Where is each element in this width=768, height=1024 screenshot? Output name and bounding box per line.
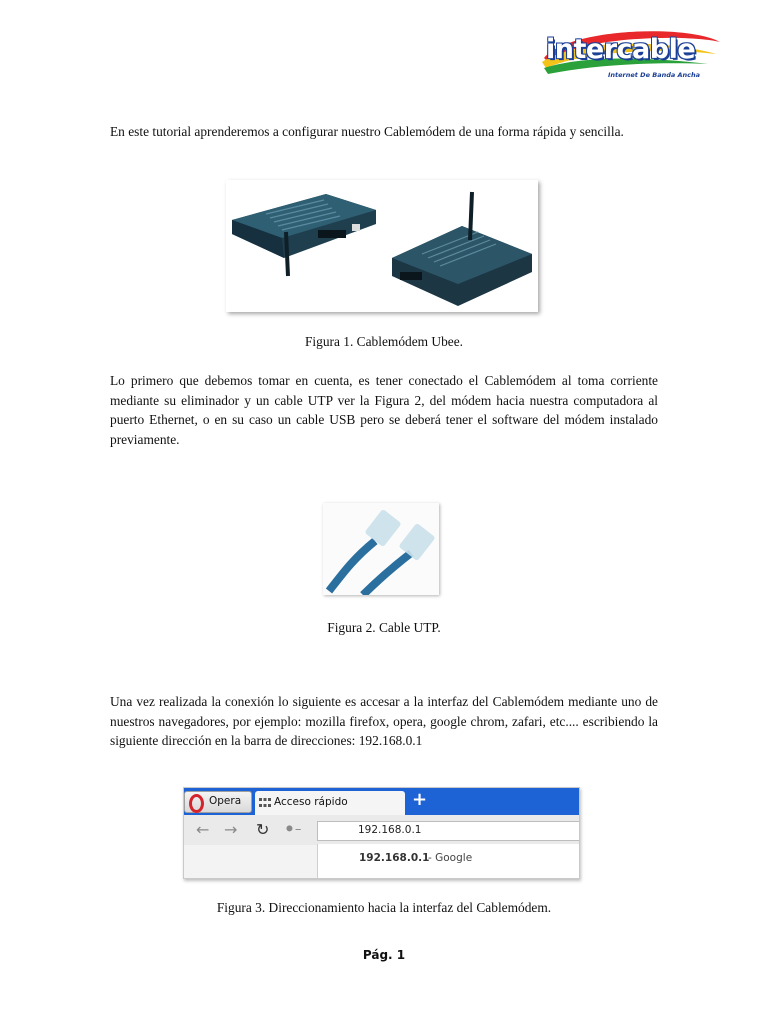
paragraph-connection: Lo primero que debemos tomar en cuenta, es tener conectado el Cablemódem al toma corriente mediante su eliminador y un cable UTP ver la Figura 2, del módem hacia nuestra computadora al puerto Ethernet, o en su caso un cable USB pero se deberá tener el software del módem instalado previamente. xyxy=(110,373,658,447)
figure-3-browser-screenshot xyxy=(183,787,580,879)
opera-menu-button[interactable] xyxy=(184,791,252,813)
cable-modem-illustration xyxy=(226,180,538,312)
tab-label: Acceso rápido xyxy=(274,796,348,808)
intro-paragraph: En este tutorial aprenderemos a configurar nuestro Cablemódem de una forma rápida y sencilla. xyxy=(110,124,624,139)
figure-3-caption: Figura 3. Direccionamiento hacia la interfaz del Cablemódem. xyxy=(216,900,552,915)
paragraph-browser-access: Una vez realizada la conexión lo siguiente es accesar a la interfaz del Cablemódem mediante uno de nuestros navegadores, por ejemplo: mozilla firefox, opera, google chrom, zafari, etc.... escribiendo la siguiente dirección en la barra de direcciones: 192.168.0.1 xyxy=(110,694,658,748)
back-arrow-icon[interactable]: ← xyxy=(196,820,210,839)
logo-wordmark: intercable xyxy=(546,34,696,65)
address-input[interactable]: 192.168.0.1 xyxy=(358,824,422,836)
address-suggestion[interactable] xyxy=(317,844,580,878)
suggestion-source: - Google xyxy=(428,852,473,864)
utp-cable-illustration xyxy=(323,503,439,595)
page-number: Pág. 1 xyxy=(362,948,406,962)
new-tab-button[interactable]: + xyxy=(412,789,428,810)
opera-logo-icon xyxy=(189,794,204,813)
figure-1-caption: Figura 1. Cablemódem Ubee. xyxy=(304,334,464,349)
figure-2-caption: Figura 2. Cable UTP. xyxy=(327,620,441,635)
logo-tagline: Internet De Banda Ancha xyxy=(608,71,701,79)
figure-1-modem-image xyxy=(226,180,538,312)
reload-icon[interactable]: ↻ xyxy=(256,820,270,839)
intercable-logo xyxy=(538,28,728,88)
speed-dial-grid-icon xyxy=(259,798,271,808)
address-bar[interactable] xyxy=(317,821,580,841)
tab-speed-dial[interactable] xyxy=(255,791,405,815)
key-icon[interactable]: ⚫– xyxy=(284,822,302,837)
forward-arrow-icon[interactable]: → xyxy=(224,820,238,839)
browser-tab-bar xyxy=(184,788,579,815)
suggestion-address: 192.168.0.1 xyxy=(359,852,430,864)
figure-2-cable-image xyxy=(323,503,439,595)
opera-menu-label: Opera xyxy=(209,795,242,807)
browser-nav-bar xyxy=(184,815,579,845)
